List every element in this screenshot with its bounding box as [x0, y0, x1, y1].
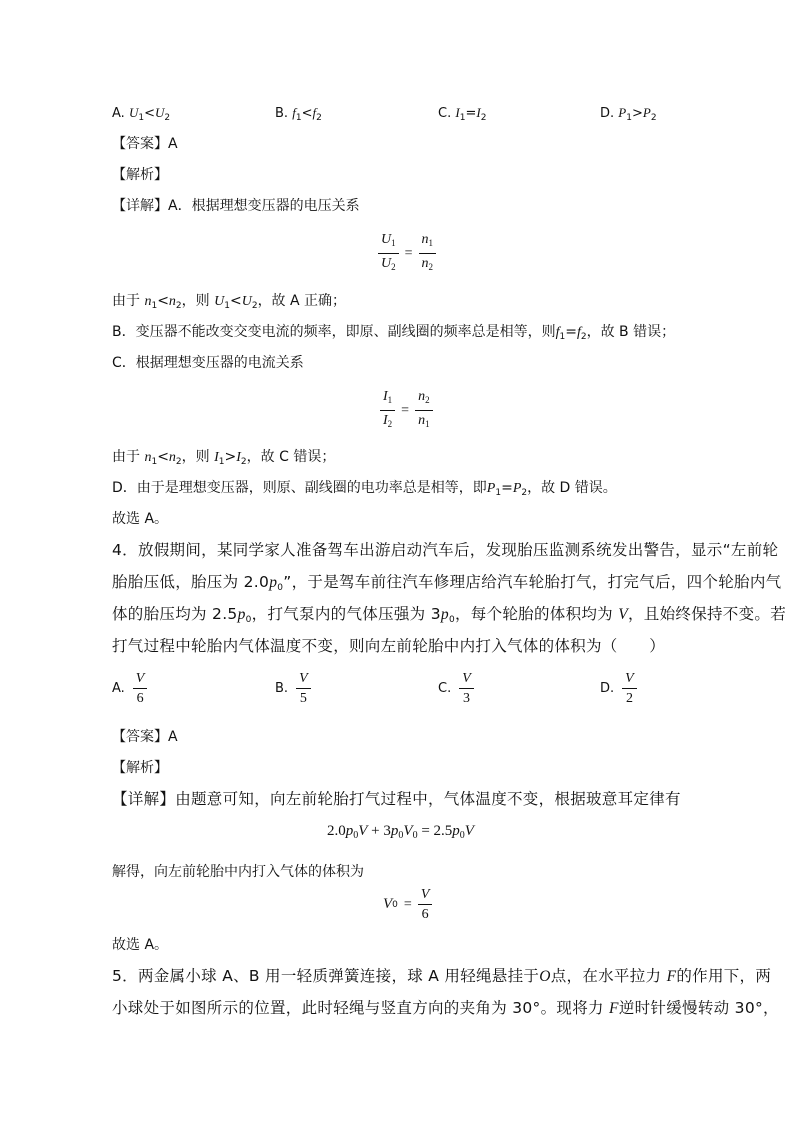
q3-c-heading: C．根据理想变压器的电流关系	[112, 355, 304, 371]
q4-solve-text: 解得，向左前轮胎中内打入气体的体积为	[112, 864, 364, 880]
q5-stem-line-1: 5．两金属小球 A、B 用一轻质弹簧连接，球 A 用轻绳悬挂于O点，在水平拉力 F的作用下，两	[112, 967, 772, 985]
q5-stem-line-2: 小球处于如图所示的位置，此时轻绳与竖直方向的夹角为 30°。现将力 F逆时针缓慢转动 30°，	[112, 999, 779, 1017]
q4-option-c: C. V 3	[438, 670, 474, 707]
q3-answer: 【答案】A	[112, 136, 178, 152]
v0-result-formula: V 0 = $\frac{V}{6}$	[383, 886, 432, 923]
q4-stem-line-1: 4．放假期间，某同学家人准备驾车出游启动汽车后，发现胎压监测系统发出警告，显示“左前轮	[112, 541, 779, 559]
q3-option-c: C. $I_1=I_2$	[438, 105, 487, 123]
q4-detail: 【详解】由题意可知，向左前轮胎打气过程中，气体温度不变，根据玻意耳定律有	[112, 790, 681, 808]
q3-c-conclusion: 由于 $n_1<n_2$，则 $I_1>I_2$，故 C 错误；	[112, 449, 336, 467]
q3-b-explanation: B．变压器不能改变交变电流的频率，即原、副线圈的频率总是相等，则$f_1=f_2$，故 B 错误；	[112, 324, 676, 342]
q4-stem-line-3: 体的胎压均为 $2.5p_0$，打气泵内的气体压强为 $3p_0$，每个轮胎的体积均为 V，且始终保持不变。若	[112, 605, 787, 625]
q3-d-explanation: D．由于是理想变压器，则原、副线圈的电功率总是相等，即$P_1=P_2$，故 D 错误。	[112, 480, 617, 498]
q3-option-d: D. $P_1>P_2$	[600, 105, 657, 123]
q3-option-a: A. $U_1<U_2$	[112, 105, 171, 123]
q4-answer: 【答案】A	[112, 729, 178, 745]
current-ratio-formula: $\frac{I_1}{I_2}$ = $\frac{n_2}{n_1}$	[380, 388, 433, 433]
q3-option-b: B. $f_1<f_2$	[275, 105, 322, 123]
voltage-ratio-formula: $\frac{U_1}{U_2}$ = $\frac{n_1}{n_2}$	[378, 231, 436, 276]
q4-option-d: D. V 2	[600, 670, 637, 707]
q4-option-a: A. V 6	[112, 670, 147, 707]
q4-stem-line-4: 打气过程中轮胎内气体温度不变，则向左前轮胎中内打入气体的体积为（ ）	[112, 637, 666, 655]
boyle-law-equation: $2.0p_0V + 3p_0V_0 = 2.5p_0V$	[327, 823, 474, 841]
q4-choose: 故选 A。	[112, 937, 169, 953]
q3-a-conclusion: 由于 $n_1<n_2$，则 $U_1<U_2$，故 A 正确；	[112, 293, 347, 311]
q3-detail-a: 【详解】A．根据理想变压器的电压关系	[112, 198, 360, 214]
q3-analysis-heading: 【解析】	[112, 167, 168, 183]
q4-stem-line-2: 胎胎压低，胎压为 $2.0p_0$”，于是驾车前往汽车修理店给汽车轮胎打气，打完气后，四个轮胎内气	[112, 573, 782, 593]
q3-choose: 故选 A。	[112, 511, 169, 527]
q4-analysis-heading: 【解析】	[112, 760, 168, 776]
q4-option-b: B. V 5	[275, 670, 311, 707]
